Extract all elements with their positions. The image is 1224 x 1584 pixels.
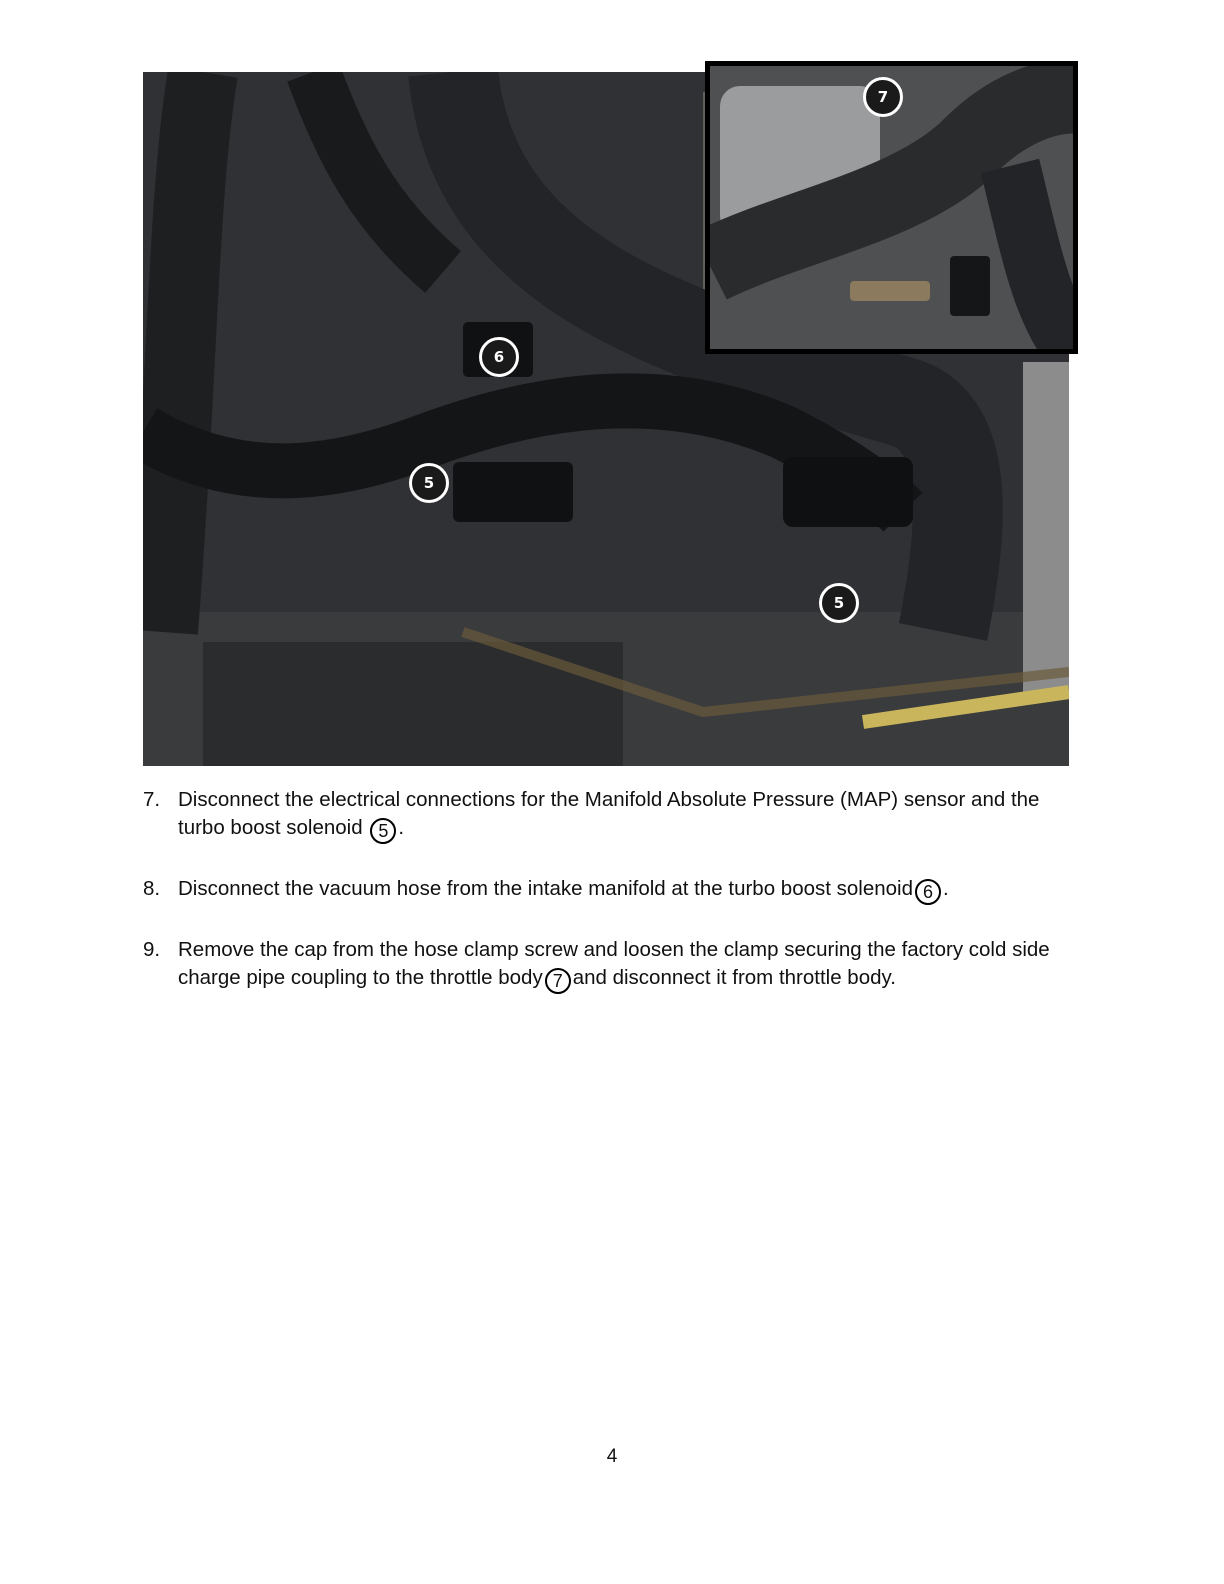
callout-7: 7 [863,77,903,117]
step-9 [143,936,1073,994]
step-8 [143,875,1073,905]
instruction-steps [143,786,1073,1025]
step-7 [143,786,1073,844]
step-text: Disconnect the vacuum hose from the intake manifold at the turbo boost solenoid [178,877,914,900]
reference-marker: 7 [545,968,571,994]
step-text-end: . [398,816,405,839]
step-number: 8. [143,877,161,900]
page-number: 4 [606,1446,618,1467]
step-text: Disconnect the electrical connections for the Manifold Absolute Pressure (MAP) sensor and the turbo boost solenoid [178,788,1040,839]
step-text: Remove the cap from the hose clamp screw and loosen the clamp securing the factory cold side charge pipe coupling to the throttle body [178,938,1050,989]
reference-marker: 6 [915,879,941,905]
callout-6: 6 [479,337,519,377]
step-text-end: and disconnect it from throttle body. [572,966,896,989]
step-text-end: . [943,877,949,900]
callout-5-map-sensor: 5 [409,463,449,503]
throttle-body-inset-photo [705,61,1078,354]
reference-marker: 5 [370,818,396,844]
step-number: 9. [143,938,161,961]
callout-5-solenoid: 5 [819,583,859,623]
step-number: 7. [143,788,161,811]
